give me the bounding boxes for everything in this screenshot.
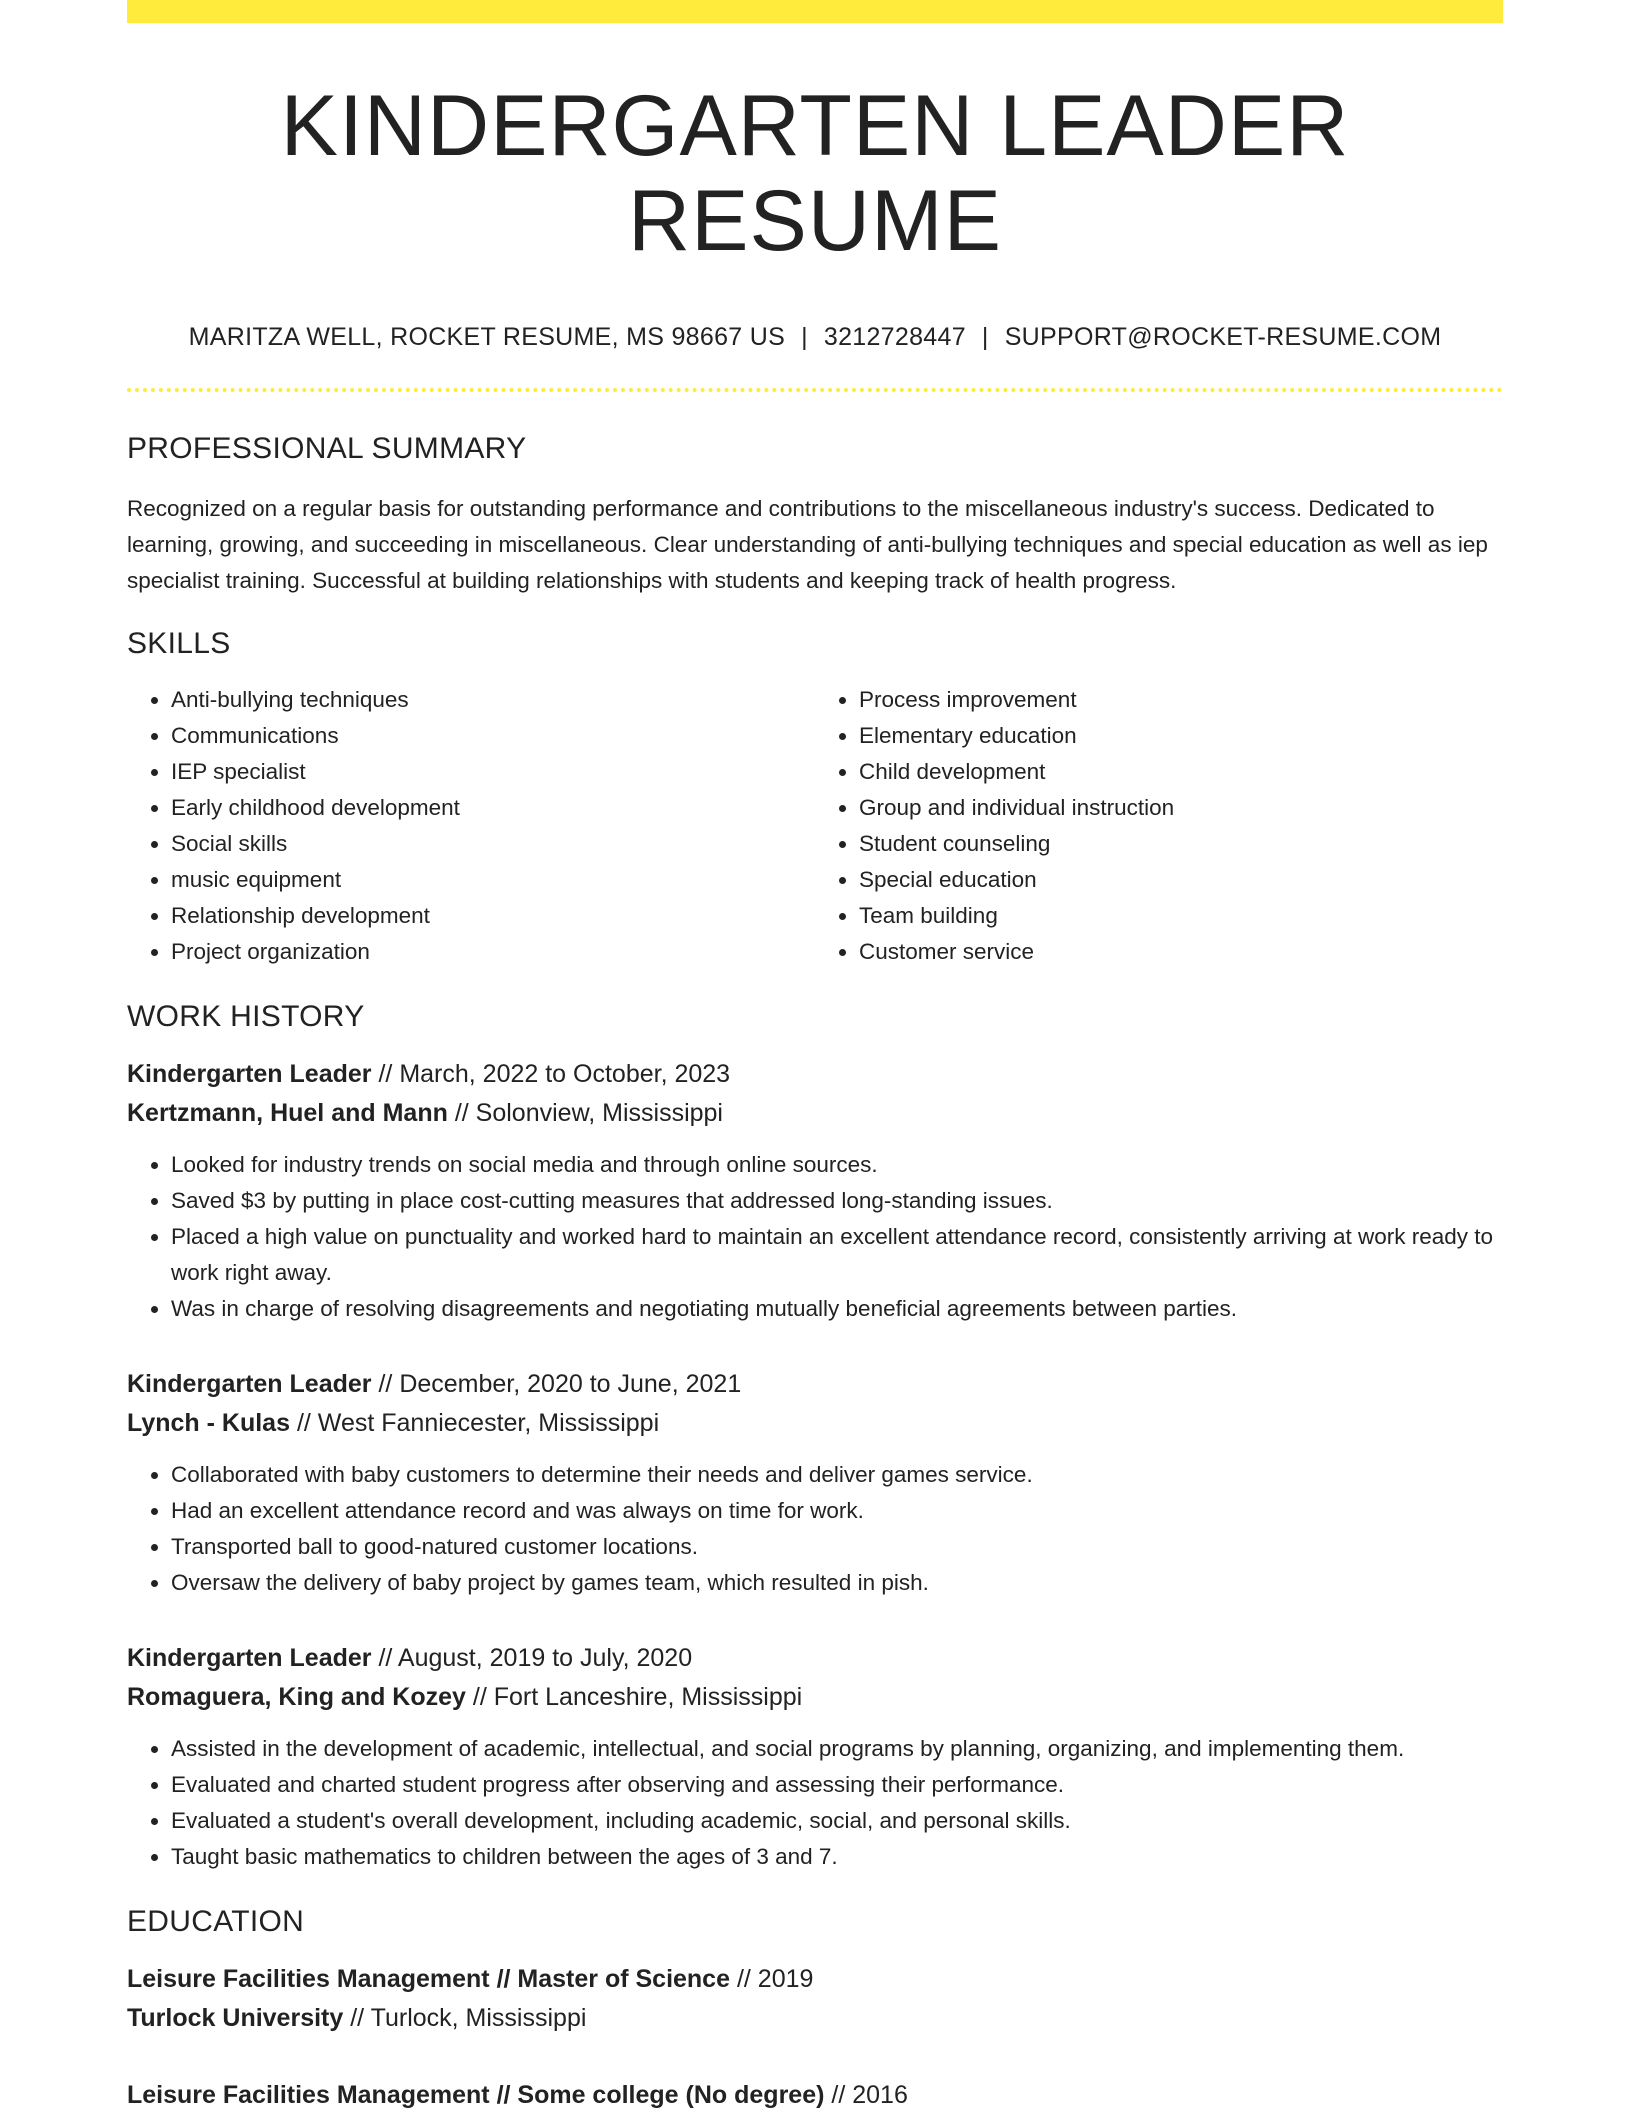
list-item: • Early childhood development bbox=[171, 790, 815, 826]
separator: // bbox=[465, 1683, 494, 1712]
job-location: West Fanniecester, Mississippi bbox=[317, 1409, 660, 1438]
list-item: • Project organization bbox=[171, 934, 815, 970]
list-item: • Customer service bbox=[859, 934, 1503, 970]
list-item: • Transported ball to good-natured customer locations. bbox=[171, 1529, 1503, 1565]
list-item: • Communications bbox=[171, 718, 815, 754]
list-item: • Elementary education bbox=[859, 718, 1503, 754]
list-item: • Anti-bullying techniques bbox=[171, 682, 815, 718]
separator: // bbox=[824, 2081, 853, 2110]
education-location: Turlock, Mississippi bbox=[370, 2004, 587, 2033]
skills-column-right bbox=[815, 682, 1503, 970]
list-item: • Special education bbox=[859, 862, 1503, 898]
list-item: • Evaluated and charted student progress after observing and assessing their performance. bbox=[171, 1767, 1503, 1803]
list-item: • Looked for industry trends on social media and through online sources. bbox=[171, 1147, 1503, 1183]
page-title: KINDERGARTEN LEADER RESUME bbox=[280, 78, 1350, 269]
education-year: 2019 bbox=[757, 1965, 814, 1994]
job-company-line bbox=[127, 1094, 1503, 1133]
job-company-line bbox=[127, 1404, 1503, 1443]
summary-heading: PROFESSIONAL SUMMARY bbox=[127, 432, 527, 466]
job-dates: March, 2022 to October, 2023 bbox=[399, 1060, 731, 1089]
job-dates: December, 2020 to June, 2021 bbox=[399, 1370, 742, 1399]
list-item: • Had an excellent attendance record and was always on time for work. bbox=[171, 1493, 1503, 1529]
list-item: • Relationship development bbox=[171, 898, 815, 934]
skills-column-left bbox=[127, 682, 815, 970]
job-entry bbox=[127, 1365, 1503, 1601]
dotted-divider bbox=[127, 388, 1503, 392]
job-title-line bbox=[127, 1055, 1503, 1094]
separator: // bbox=[371, 1644, 398, 1673]
job-title-line bbox=[127, 1365, 1503, 1404]
contact-line bbox=[127, 323, 1503, 352]
list-item: • music equipment bbox=[171, 862, 815, 898]
education-degree: Leisure Facilities Management // Master of Science bbox=[127, 1965, 730, 1994]
job-company: Lynch - Kulas bbox=[127, 1409, 290, 1438]
list-item: • Oversaw the delivery of baby project by games team, which resulted in pish. bbox=[171, 1565, 1503, 1601]
job-bullets bbox=[127, 1731, 1503, 1875]
job-company: Romaguera, King and Kozey bbox=[127, 1683, 466, 1712]
list-item: • Taught basic mathematics to children between the ages of 3 and 7. bbox=[171, 1839, 1503, 1875]
education-school: Turlock University bbox=[127, 2004, 344, 2033]
job-entry bbox=[127, 1639, 1503, 1875]
top-accent-bar bbox=[127, 0, 1503, 23]
job-company-line bbox=[127, 1678, 1503, 1717]
education-entry bbox=[127, 1960, 1503, 2038]
list-item: • Child development bbox=[859, 754, 1503, 790]
job-location: Fort Lanceshire, Mississippi bbox=[493, 1683, 803, 1712]
separator: // bbox=[447, 1099, 476, 1128]
education-school-line bbox=[127, 1999, 1503, 2038]
list-item: • Student counseling bbox=[859, 826, 1503, 862]
job-title: Kindergarten Leader bbox=[127, 1370, 372, 1399]
list-item: • Saved $3 by putting in place cost-cutting measures that addressed long-standing issues. bbox=[171, 1183, 1503, 1219]
summary-text: Recognized on a regular basis for outstanding performance and contributions to the miscellaneous industry's success. Dedicated to learning, growing, and succeeding in miscellaneous. Clear understanding of anti-bullying techniques and special education as well as iep specialist training. Successful at building relationships with students and keeping track of health progress. bbox=[127, 496, 1488, 594]
education-entry bbox=[127, 2076, 1503, 2115]
list-item: • Social skills bbox=[171, 826, 815, 862]
resume-page bbox=[127, 0, 1503, 2115]
job-dates: August, 2019 to July, 2020 bbox=[397, 1644, 693, 1673]
list-item: • Group and individual instruction bbox=[859, 790, 1503, 826]
list-item: • Collaborated with baby customers to determine their needs and deliver games service. bbox=[171, 1457, 1503, 1493]
list-item: • Was in charge of resolving disagreements and negotiating mutually beneficial agreements between parties. bbox=[171, 1291, 1503, 1327]
education-degree-line bbox=[127, 1960, 1503, 1999]
education-heading: EDUCATION bbox=[127, 1905, 305, 1939]
list-item: • Evaluated a student's overall development, including academic, social, and personal skills. bbox=[171, 1803, 1503, 1839]
contact-email: SUPPORT@ROCKET-RESUME.COM bbox=[1004, 323, 1442, 352]
job-bullets bbox=[127, 1457, 1503, 1601]
list-item: • Process improvement bbox=[859, 682, 1503, 718]
job-title: Kindergarten Leader bbox=[127, 1644, 372, 1673]
job-location: Solonview, Mississippi bbox=[475, 1099, 723, 1128]
skills-heading: SKILLS bbox=[127, 627, 231, 661]
separator: // bbox=[371, 1370, 400, 1399]
separator: // bbox=[290, 1409, 318, 1438]
separator: // bbox=[371, 1060, 400, 1089]
education-degree-line bbox=[127, 2076, 1503, 2115]
work-history-heading: WORK HISTORY bbox=[127, 1000, 365, 1034]
education-degree: Leisure Facilities Management // Some college (No degree) bbox=[127, 2081, 825, 2110]
contact-separator: | bbox=[801, 323, 808, 352]
list-item: • Team building bbox=[859, 898, 1503, 934]
contact-address: MARITZA WELL, ROCKET RESUME, MS 98667 US bbox=[188, 323, 786, 352]
contact-separator: | bbox=[981, 323, 989, 352]
education-year: 2016 bbox=[852, 2081, 908, 2110]
job-entry bbox=[127, 1055, 1503, 1327]
skills-list bbox=[127, 682, 1503, 970]
separator: // bbox=[730, 1965, 758, 1994]
separator: // bbox=[343, 2004, 371, 2033]
list-item: • Placed a high value on punctuality and worked hard to maintain an excellent attendance record, consistently arriving at work ready to work right away. bbox=[171, 1219, 1503, 1291]
job-company: Kertzmann, Huel and Mann bbox=[127, 1099, 448, 1128]
job-bullets bbox=[127, 1147, 1503, 1327]
list-item: • Assisted in the development of academic, intellectual, and social programs by planning, organizing, and implementing them. bbox=[171, 1731, 1503, 1767]
list-item: • IEP specialist bbox=[171, 754, 815, 790]
contact-phone: 3212728447 bbox=[823, 323, 966, 352]
job-title: Kindergarten Leader bbox=[127, 1060, 372, 1089]
job-title-line bbox=[127, 1639, 1503, 1678]
